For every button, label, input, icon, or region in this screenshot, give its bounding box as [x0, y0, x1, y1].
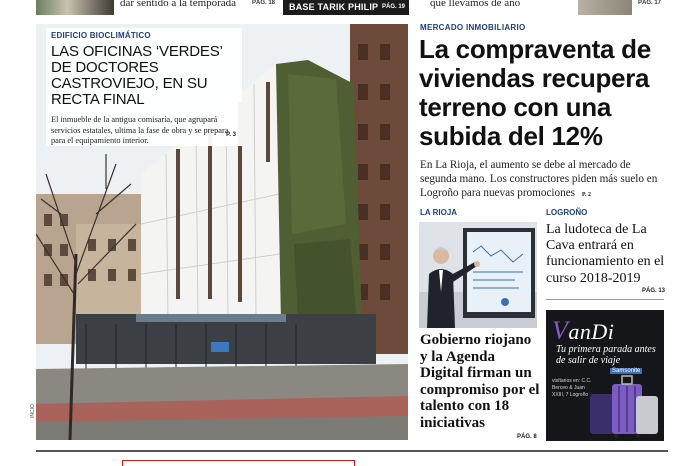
man-at-smartboard-illustration — [419, 222, 537, 328]
rioja-story-page-ref: PÁG. 8 — [517, 434, 537, 440]
photo-credit: INCIO — [30, 404, 36, 418]
teaser-sports-photo — [36, 0, 114, 15]
suitcases-icon — [586, 374, 662, 440]
ad-tagline: Tu primera parada antes de salir de viaje — [556, 344, 656, 366]
main-standfirst-text: En La Rioja, el aumento se debe al mercado de segunda mano. Los constructores piden más suelo en Logroño para nuevas promociones — [420, 159, 658, 199]
ad-brand-badge: Samsonite — [612, 368, 641, 374]
caption-kicker: EDIFICIO BIOCLIMÁTICO — [51, 31, 151, 40]
rioja-story-kicker: LA RIOJA — [420, 208, 458, 217]
main-story-standfirst — [420, 158, 670, 202]
bottom-divider — [36, 450, 668, 452]
caption-title[interactable]: LAS OFICINAS ‘VERDES’ DE DOCTORES CASTROVIEJO, EN SU RECTA FINAL — [51, 43, 223, 108]
photo-caption-box[interactable] — [46, 28, 242, 146]
teaser-3-text[interactable]: que llevamos de año — [430, 0, 521, 9]
teaser-3-photo — [578, 0, 632, 15]
rioja-story-photo[interactable] — [419, 222, 537, 328]
rioja-story-headline[interactable]: Gobierno riojano y la Agenda Digital firman un compromiso por el talento con 18 iniciativas — [420, 332, 540, 431]
logrono-divider — [546, 299, 664, 300]
main-story-page-ref: P. 2 — [581, 192, 591, 198]
top-teaser-strip — [0, 0, 700, 16]
caption-body: El inmueble de la antigua comisaría, que agrupará servicios estatales, ultima la fase de obra y se prepara para el equipamiento interior. — [51, 115, 229, 145]
ad-address: visítanos en: C.C. Berceo & Juan XXIII, 7 Logroño — [552, 378, 592, 398]
logrono-story-page-ref: PÁG. 13 — [642, 288, 666, 294]
vandi-logo-initial: V — [552, 316, 569, 345]
teaser-2-text[interactable]: BASE TARIK PHILIP — [289, 2, 379, 12]
vandi-logo-rest: anDi — [568, 319, 615, 344]
bottom-red-frame — [122, 460, 355, 466]
teaser-1-page: PÁG. 18 — [252, 0, 276, 6]
logrono-story-kicker: LOGROÑO — [546, 208, 588, 217]
vandi-logo — [552, 316, 614, 346]
caption-page-ref: P. 3 — [226, 132, 236, 138]
teaser-3-page: PÁG. 17 — [638, 0, 662, 6]
teaser-1-text[interactable]: dar sentido a la temporada — [120, 0, 237, 9]
main-story-headline[interactable]: La compraventa de viviendas recupera terreno con una subida del 12% — [419, 34, 651, 151]
vandi-advertisement[interactable] — [546, 310, 664, 441]
teaser-2-page: PÁG. 19 — [382, 4, 406, 10]
main-story-kicker: MERCADO INMOBILIARIO — [420, 23, 526, 32]
logrono-story-headline[interactable]: La ludoteca de La Cava entrará en funcionamiento en el curso 2018-2019 — [546, 222, 665, 286]
